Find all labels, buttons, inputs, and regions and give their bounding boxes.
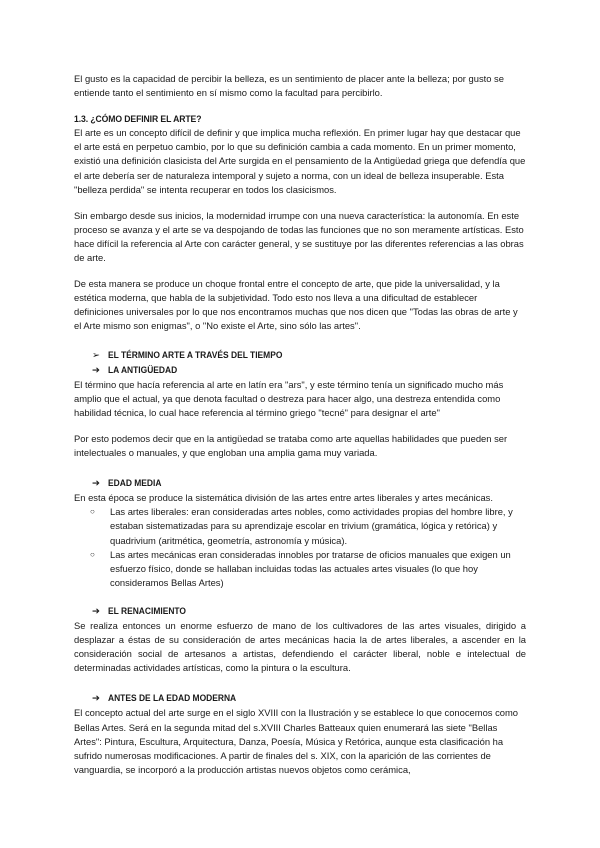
renacimiento-heading xyxy=(74,604,526,618)
timeline-heading xyxy=(74,348,526,362)
arrowhead-bullet-icon: ➢ xyxy=(92,348,100,360)
edad-media-heading xyxy=(74,476,526,490)
moderna-heading xyxy=(74,691,526,705)
antiguedad-paragraph-1: El término que hacía referencia al arte en latín era "ars", y este término tenía un significado mucho más amplio que el actual, ya que denota facultad o destreza para hacer algo, una destreza entendida como habilidad técnica, lo cual hace referencia al término griego "tecné" para designar el arte" xyxy=(74,378,504,418)
arrow-right-icon: ➔ xyxy=(92,692,100,704)
intro-paragraph: El gusto es la capacidad de percibir la belleza, es un sentimiento de placer ante la belleza; por gusto se entiende tanto el sentimiento en sí mismo como la facultad para percibirlo. xyxy=(74,73,504,99)
list-item-text: Las artes mecánicas eran consideradas innobles por tratarse de oficios manuales que exigen un esfuerzo físico, donde se hallaban incluidas todas las actuales artes visuales (lo que hoy consideramos Bellas Artes) xyxy=(110,548,511,588)
arrow-right-icon: ➔ xyxy=(92,363,100,375)
edad-media-heading-text: EDAD MEDIA xyxy=(108,477,162,489)
antiguedad-heading-text: LA ANTIGÜEDAD xyxy=(108,363,178,375)
artes-list xyxy=(74,505,526,590)
renacimiento-heading-text: EL RENACIMIENTO xyxy=(108,604,186,616)
moderna-heading-text: ANTES DE LA EDAD MODERNA xyxy=(108,692,237,704)
section-heading: 1.3. ¿CÓMO DEFINIR EL ARTE? xyxy=(74,113,202,125)
section-paragraph-3: De esta manera se produce un choque frontal entre el concepto de arte, que pide la universalidad, y la estética moderna, que habla de la subjetividad. Todo esto nos lleva a una dificultad de establecer definiciones universales por lo que nos encontramos muchas que nos dicen que "Todas las obras de arte y el Arte mismo son enigmas", o "No existe el Arte, sino sólo las artes". xyxy=(74,278,518,332)
document-page xyxy=(74,72,526,789)
section-paragraph-1: El arte es un concepto difícil de definir y que implica mucha reflexión. En primer lugar hay que destacar que el arte está en perpetuo cambio, por lo que su definición cambia a cada momento. En un primer momento, existió una definición clasicista del Arte surgida en el pensamiento de la Antigüedad griega que defendía que el arte debería ser de naturaleza intemporal y sujeto a norma, con un ideal de belleza insuperable. Esta "belleza perdida" se intenta recuperar en todos los clasicismos. xyxy=(74,127,526,195)
moderna-paragraph: El concepto actual del arte surge en el siglo XVIII con la Ilustración y se establece lo que conocemos como Bellas Artes. Será en la segunda mitad del s.XVIII Charles Batteaux quien enumerará las siete "Bellas Artes": Pintura, Escultura, Arquitectura, Danza, Poesía, Música y Retórica, aunque esta clasificación ha sufrido numerosas modificaciones. A partir de finales del s. XIX, con la aparición de las corrientes de vanguardia, se incorporó a la producción artistas nuevos objetos como cerámica, xyxy=(74,707,518,775)
list-item xyxy=(74,505,526,547)
edad-media-paragraph: En esta época se produce la sistemática división de las artes entre artes liberales y artes mecánicas. xyxy=(74,492,493,504)
antiguedad-paragraph-2: Por esto podemos decir que en la antigüedad se trataba como arte aquellas habilidades que pueden ser intelectuales o manuales, y que engloban una amplia gama muy variada. xyxy=(74,432,508,459)
circle-bullet-icon: ○ xyxy=(90,549,95,559)
arrow-right-icon: ➔ xyxy=(92,477,100,489)
renacimiento-paragraph: Se realiza entonces un enorme esfuerzo de mano de los cultivadores de las artes visuales, dirigido a desplazar a éstas de su consideración de artes mecánicas hacia la de artes liberales, a ascender en la consideración social de artesanos a artistas, defendiendo el carácter liberal, noble e intelectual de determinadas actividades artísticas, como la pintura o la escultura. xyxy=(74,620,526,674)
circle-bullet-icon: ○ xyxy=(90,507,95,517)
antiguedad-heading xyxy=(74,363,526,377)
list-item xyxy=(74,548,526,590)
section-paragraph-2: Sin embargo desde sus inicios, la modernidad irrumpe con una nueva característica: la autonomía. En este proceso se avanza y el arte se va despojando de todas las funciones que no son meramente artísticas. Esto hace difícil la referencia al Arte con carácter general, y se sustituye por las diferentes referencias a las obras de arte. xyxy=(74,209,524,264)
list-item-text: Las artes liberales: eran consideradas artes nobles, como actividades propias del hombre libre, y estaban sistematizadas para su aprendizaje escolar en trivium (gramática, lógica y retórica) y quadrivium (aritmética, geometría, astronomía y música). xyxy=(110,506,513,546)
timeline-heading-text: EL TÉRMINO ARTE A TRAVÉS DEL TIEMPO xyxy=(108,348,283,360)
arrow-right-icon: ➔ xyxy=(92,604,100,616)
